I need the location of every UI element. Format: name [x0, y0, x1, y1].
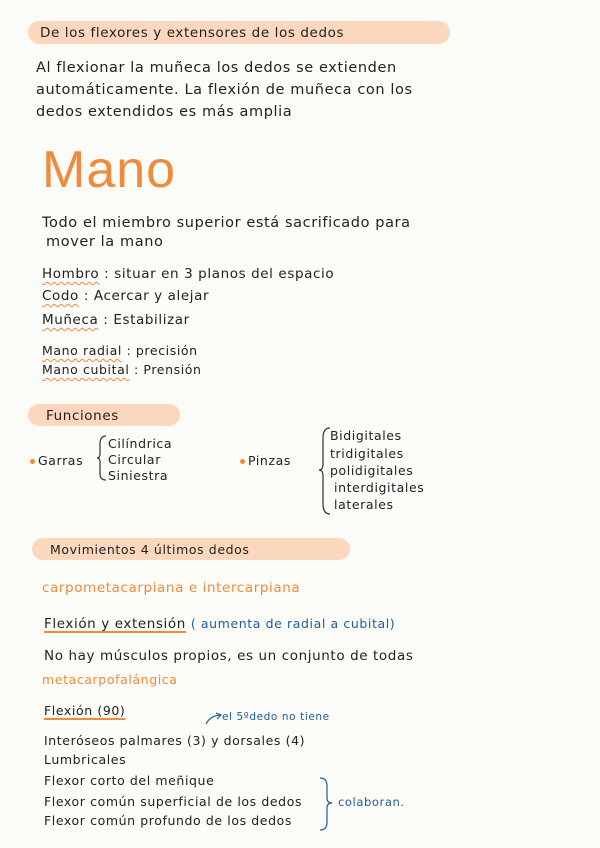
flexion-extension-label: Flexión y extensión	[44, 616, 186, 632]
flexion-90: Flexión (90)	[44, 703, 126, 718]
garras-item: Siniestra	[108, 468, 169, 483]
garras-item: Cilíndrica	[108, 436, 173, 451]
joint-desc: : Acercar y alejar	[83, 288, 210, 304]
pinzas-label	[240, 453, 291, 468]
colaboran-note: colaboran.	[338, 795, 405, 809]
hand-name: Mano radial	[42, 343, 122, 358]
flexion-note: ( aumenta de radial a cubital)	[190, 616, 396, 631]
funciones-header: Funciones	[46, 408, 119, 424]
pinzas-item: laterales	[334, 497, 394, 512]
note-arrow	[204, 712, 224, 726]
carpo-line: carpometacarpiana e intercarpiana	[42, 580, 301, 596]
joint-hombro	[42, 266, 334, 282]
pinzas-item: Bidigitales	[330, 428, 402, 443]
joint-name: Muñeca	[42, 312, 99, 328]
muscle-item: Flexor corto del meñique	[44, 773, 215, 788]
muscle-item: Lumbricales	[44, 752, 127, 767]
garras-label	[30, 453, 83, 468]
joint-codo	[42, 288, 209, 304]
muscle-item: Flexor común profundo de los dedos	[44, 813, 292, 828]
movimientos-header: Movimientos 4 últimos dedos	[50, 542, 250, 557]
section-heading-flexores: De los flexores y extensores de los dedos	[40, 25, 345, 41]
muscle-item: Flexor común superficial de los dedos	[44, 794, 303, 809]
pinzas-item: interdigitales	[334, 480, 425, 495]
pinzas-text: Pinzas	[248, 453, 291, 468]
hand-desc: : Prensión	[134, 362, 202, 377]
pinzas-item: tridigitales	[330, 446, 404, 461]
sacrificio-line-1: Todo el miembro superior está sacrificado para	[42, 215, 411, 231]
joint-desc: : Estabilizar	[103, 312, 190, 328]
joint-desc: : situar en 3 planos del espacio	[104, 266, 335, 282]
bullet-dot	[240, 459, 245, 464]
metacarpo-line: metacarpofalángica	[42, 672, 178, 687]
joint-muneca	[42, 312, 190, 328]
joint-name: Hombro	[42, 266, 100, 282]
bullet-dot	[30, 459, 35, 464]
flexion-extension-line	[44, 616, 395, 632]
page-title: Mano	[42, 141, 177, 199]
no-musculos-line: No hay músculos propios, es un conjunto de todas	[44, 648, 414, 664]
hand-desc: : precisión	[126, 343, 198, 358]
joint-name: Codo	[42, 288, 79, 304]
muscle-item: Interóseos palmares (3) y dorsales (4)	[44, 733, 306, 748]
hand-cubital	[42, 362, 202, 377]
hand-name: Mano cubital	[42, 362, 130, 377]
hand-radial	[42, 343, 198, 358]
garras-item: Circular	[108, 452, 161, 467]
sacrificio-line-2: mover la mano	[46, 234, 164, 250]
quinto-dedo-note: el 5ºdedo no tiene	[222, 711, 330, 723]
intro-line-1: Al flexionar la muñeca los dedos se extienden	[36, 60, 397, 76]
pinzas-item: polidigitales	[330, 463, 414, 478]
intro-line-2: automáticamente. La flexión de muñeca con los	[36, 82, 413, 98]
colaboran-brace	[318, 776, 334, 832]
garras-brace	[96, 434, 108, 482]
garras-text: Garras	[38, 453, 84, 468]
intro-line-3: dedos extendidos es más amplia	[36, 104, 293, 120]
